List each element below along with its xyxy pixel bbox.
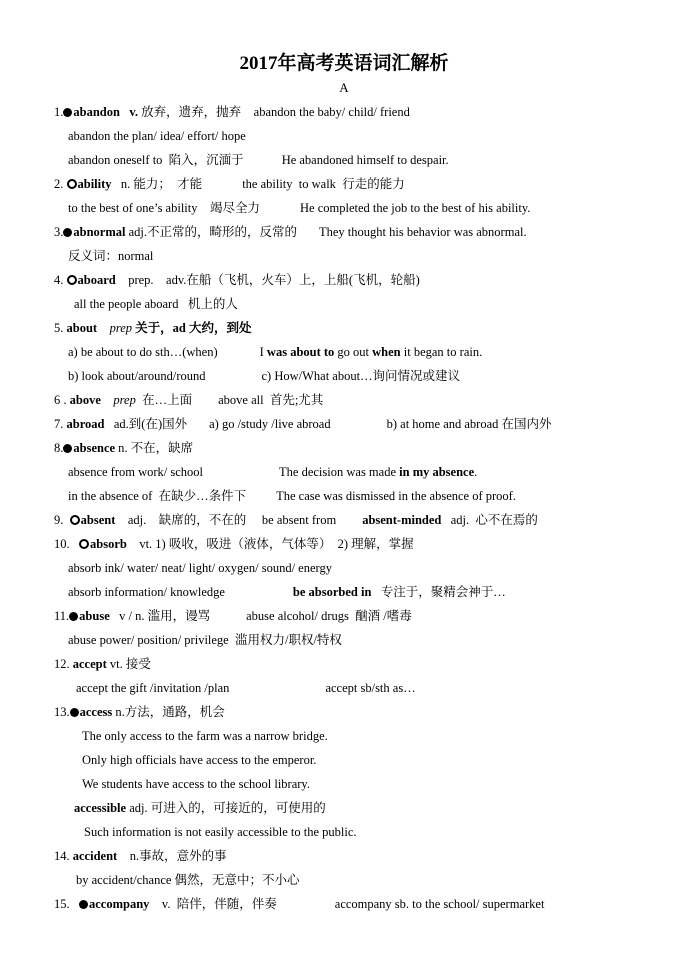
entry-absence: 8. absence n. 不在，缺席: [54, 441, 194, 455]
entry-abuse: 11. abuse v / n. 滥用，谩骂 abuse alcohol/ drugs 酗酒 /嗜毒: [54, 609, 412, 623]
entry-about: 5. about prep 关于，ad 大约，到处: [54, 321, 252, 335]
section-letter: A: [339, 80, 349, 95]
entry-line: We students have access to the school library.: [82, 777, 310, 791]
entry-line: Only high officials have access to the emperor.: [82, 753, 317, 767]
entry-line: absorb ink/ water/ neat/ light/ oxygen/ sound/ energy: [68, 561, 332, 575]
entry-line: abandon the plan/ idea/ effort/ hope: [68, 129, 246, 143]
bullet-filled-icon: [69, 612, 78, 621]
entry-abandon: 1. abandon v. 放弃，遗弃，抛弃 abandon the baby/ child/ friend: [54, 105, 410, 119]
entry-absorb: 10. absorb vt. 1) 吸收，吸进（液体，气体等） 2) 理解，掌握: [54, 537, 414, 551]
entry-accept: 12. accept vt. 接受: [54, 657, 151, 671]
bullet-filled-icon: [63, 444, 72, 453]
entry-line: absence from work/ school The decision was made in my absence.: [68, 465, 478, 479]
entry-line: abuse power/ position/ privilege 滥用权力/职权/特权: [68, 633, 342, 647]
entry-accompany: 15. accompany v. 陪伴，伴随，伴奏 accompany sb. to the school/ supermarket: [54, 897, 545, 911]
entry-access: 13. access n.方法，通路，机会: [54, 705, 225, 719]
entry-line: by accident/chance 偶然，无意中；不小心: [76, 873, 300, 887]
entry-abroad: 7. abroad ad.到(在)国外 a) go /study /live abroad b) at home and abroad 在国内外: [54, 417, 552, 431]
entry-line: to the best of one’s ability 竭尽全力 He completed the job to the best of his ability.: [68, 201, 531, 215]
bullet-ring-icon: [67, 179, 77, 189]
bullet-filled-icon: [63, 228, 72, 237]
bullet-filled-icon: [63, 108, 72, 117]
entry-line: b) look about/around/round c) How/What about…询问情况或建议: [68, 369, 461, 383]
page-title: 2017年高考英语词汇解析: [239, 53, 449, 74]
entry-line: abandon oneself to 陷入，沉湎于 He abandoned himself to despair.: [68, 153, 449, 167]
entry-aboard: 4. aboard prep. adv.在船（飞机，火车）上，上船(飞机，轮船): [54, 273, 420, 287]
entry-ability: 2. ability n. 能力； 才能 the ability to walk 行走的能力: [54, 177, 405, 191]
entry-abnormal: 3. abnormal adj.不正常的，畸形的，反常的 They thought his behavior was abnormal.: [54, 225, 527, 239]
entry-above: 6 . above prep 在…上面 above all 首先;尤其: [54, 393, 324, 407]
entry-line: The only access to the farm was a narrow bridge.: [82, 729, 328, 743]
bullet-ring-icon: [79, 539, 89, 549]
entry-accident: 14. accident n.事故，意外的事: [54, 849, 227, 863]
entry-line: absorb information/ knowledge be absorbed in 专注于，聚精会神于…: [68, 585, 506, 599]
entry-line: Such information is not easily accessible to the public.: [84, 825, 357, 839]
bullet-ring-icon: [70, 515, 80, 525]
bullet-filled-icon: [70, 708, 79, 717]
entry-absent: 9. absent adj. 缺席的，不在的 be absent from absent-minded adj. 心不在焉的: [54, 513, 538, 527]
entry-line: a) be about to do sth…(when) I was about to go out when it began to rain.: [68, 345, 483, 359]
entry-line: accept the gift /invitation /plan accept sb/sth as…: [76, 681, 416, 695]
entry-line: all the people aboard 机上的人: [74, 297, 238, 311]
entry-line: accessible adj. 可进入的，可接近的，可使用的: [74, 801, 326, 815]
entry-line: in the absence of 在缺少…条件下 The case was dismissed in the absence of proof.: [68, 489, 516, 503]
bullet-filled-icon: [79, 900, 88, 909]
entry-line: 反义词：normal: [68, 249, 154, 263]
bullet-ring-icon: [67, 275, 77, 285]
